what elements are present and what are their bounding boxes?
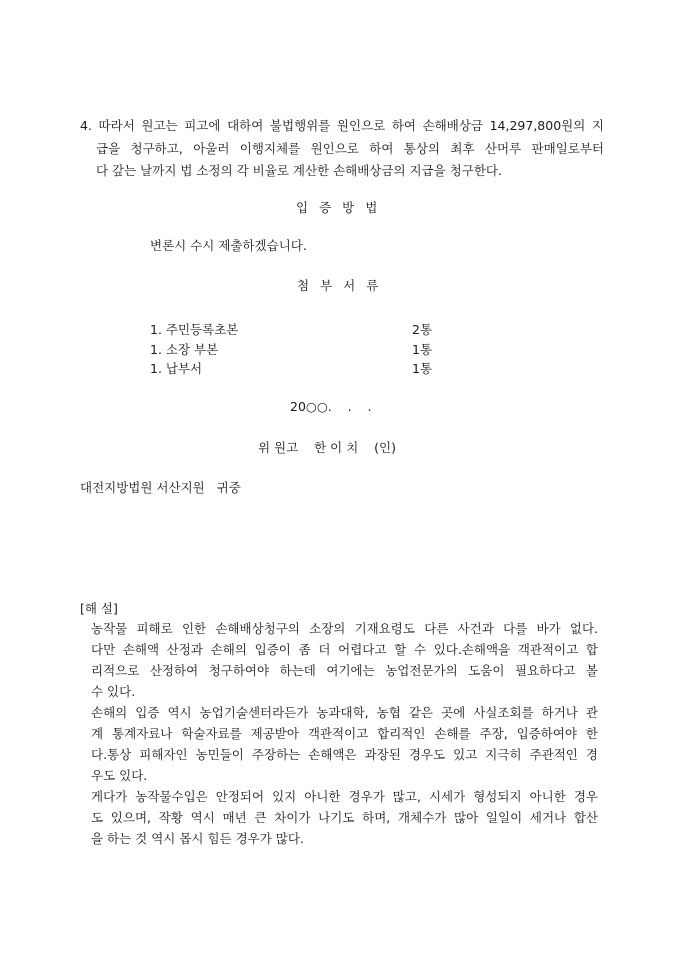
plaintiff-signature: 위 원고 한 이 치 (인)	[258, 440, 396, 455]
commentary-line: 농작물 피해로 인한 손해배상청구의 소장의 기재요령도 다른 사건과 다를 바가 없다.	[91, 621, 598, 636]
attachment-item-count: 2통	[412, 322, 433, 337]
attachment-item-label: 1. 납부서	[150, 361, 203, 376]
court-addressee: 대전지방법원 서산지원 귀중	[80, 480, 241, 495]
evidence-heading: 입증방법	[296, 200, 389, 215]
commentary-line: 수 있다.	[91, 684, 136, 699]
attachment-item-label: 1. 소장 부본	[150, 342, 219, 357]
claim-line-3: 다 갚는 날까지 법 소정의 각 비율로 계산한 손해배상금의 지급을 청구한다.	[96, 163, 502, 178]
commentary-line: 우도 있다.	[91, 768, 148, 783]
commentary-line: 다만 손해액 산정과 손해의 입증이 좀 더 어렵다고 할 수 있다.손해액을 객관적이고 합	[91, 642, 598, 657]
commentary-line: 리적으로 산정하여 청구하여야 하는데 여기에는 농업전문가의 도움이 필요하다고 볼	[91, 663, 598, 678]
evidence-text: 변론시 수시 제출하겠습니다.	[150, 238, 307, 253]
claim-line-2: 급을 청구하고, 아울러 이행지체를 원인으로 하여 통상의 최후 산머루 판매일로부터	[96, 141, 604, 156]
commentary-line: 을 하는 것 역시 몹시 힘든 경우가 많다.	[91, 831, 304, 846]
attachments-heading: 첨부서류	[297, 278, 390, 293]
commentary-line: 계 통계자료나 학술자료를 제공받아 객관적이고 합리적인 손해를 주장, 입증하여야 한	[91, 726, 598, 741]
claim-line-1: 4. 따라서 원고는 피고에 대하여 불법행위를 원인으로 하여 손해배상금 14,297,800원의 지	[80, 118, 604, 133]
commentary-line: 게다가 농작물수입은 안정되어 있지 아니한 경우가 많고, 시세가 형성되지 아니한 경우	[91, 789, 598, 804]
attachment-item-label: 1. 주민등록초본	[150, 322, 239, 337]
filing-date: 20○○. . .	[290, 399, 372, 414]
commentary-line: 다.통상 피해자인 농민들이 주장하는 손해액은 과장된 경우도 있고 지극히 주관적인 경	[91, 747, 598, 762]
commentary-line: 도 있으며, 작황 역시 매년 큰 차이가 나기도 하며, 개체수가 많아 일일이 세거나 합산	[91, 810, 598, 825]
attachment-item-count: 1통	[412, 361, 433, 376]
attachment-item-count: 1통	[412, 342, 433, 357]
commentary-title: [해 설]	[80, 601, 118, 616]
commentary-line: 손해의 입증 역시 농업기술센터라든가 농과대학, 농협 같은 곳에 사실조회를 하거나 관	[91, 705, 598, 720]
